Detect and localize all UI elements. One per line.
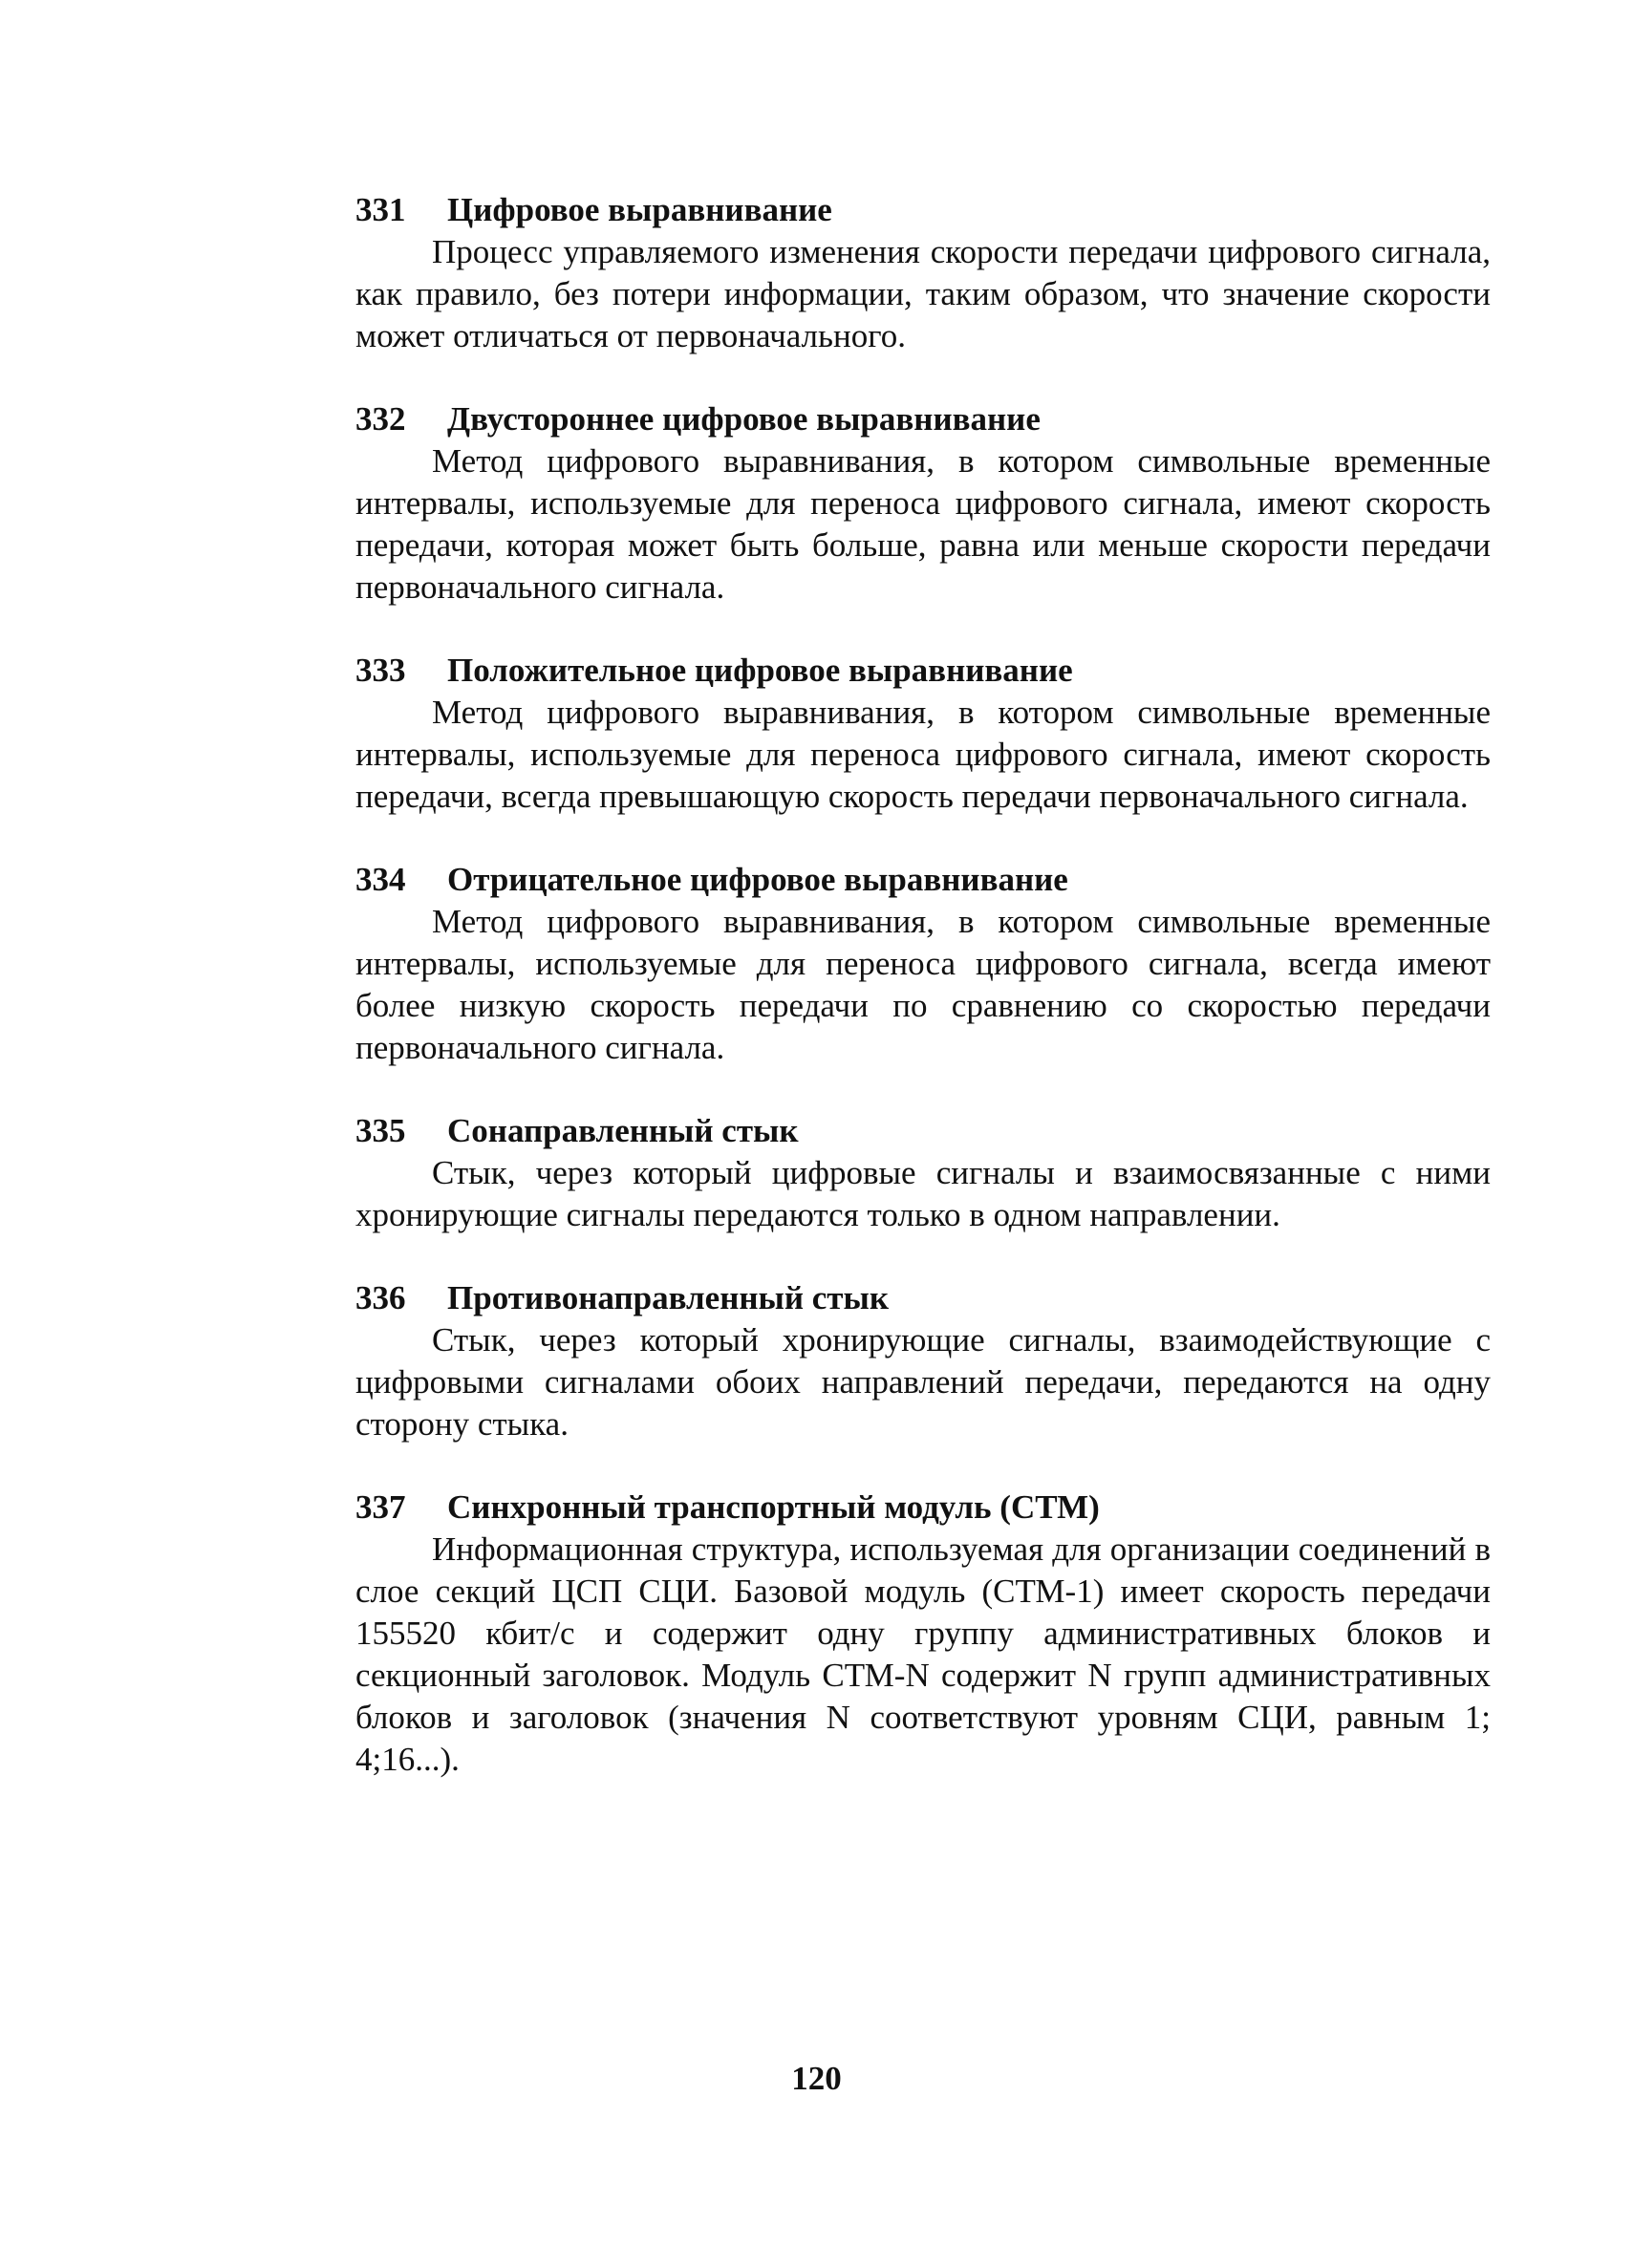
entry-title: Сонаправленный стык bbox=[447, 1112, 799, 1149]
glossary-entry-333 bbox=[355, 650, 1491, 818]
glossary-entry-334 bbox=[355, 859, 1491, 1069]
entry-definition: Информационная структура, используемая для организации соединений в слое секций ЦСП СЦИ. Базовой модуль (СТМ-1) имеет скорость передачи 155520 кбит/с и содержит одну группу административных блоков и секционный заголовок. Модуль СТМ-N содержит N групп административных блоков и заголовок (значения N соответствуют уровням СЦИ, равным 1; 4;16...). bbox=[355, 1530, 1491, 1778]
entry-title: Противонаправленный стык bbox=[447, 1279, 889, 1316]
glossary-entry-335 bbox=[355, 1110, 1491, 1236]
glossary-content bbox=[355, 189, 1491, 1822]
glossary-entry-336 bbox=[355, 1277, 1491, 1445]
entry-number: 333 bbox=[355, 652, 406, 689]
entry-number: 332 bbox=[355, 400, 406, 438]
entry-title: Синхронный транспортный модуль (СТМ) bbox=[447, 1488, 1100, 1526]
entry-definition: Процесс управляемого изменения скорости передачи цифрового сигнала, как правило, без потери информации, таким образом, что значение скорости может отличаться от первоначального. bbox=[355, 233, 1491, 354]
entry-header bbox=[355, 859, 1491, 901]
entry-number: 335 bbox=[355, 1112, 406, 1149]
glossary-entry-331 bbox=[355, 189, 1491, 357]
entry-header bbox=[355, 1110, 1491, 1152]
entry-definition: Метод цифрового выравнивания, в котором символьные временные интервалы, используемые для переноса цифрового сигнала, имеют скорость передачи, всегда превышающую скорость передачи первоначального сигнала. bbox=[355, 694, 1491, 815]
entry-header bbox=[355, 189, 1491, 231]
entry-title: Двустороннее цифровое выравнивание bbox=[447, 400, 1041, 438]
entry-number: 337 bbox=[355, 1488, 406, 1526]
entry-title: Положительное цифровое выравнивание bbox=[447, 652, 1073, 689]
entry-definition: Стык, через который цифровые сигналы и взаимосвязанные с ними хронирующие сигналы передаются только в одном направлении. bbox=[355, 1154, 1491, 1233]
entry-title: Отрицательное цифровое выравнивание bbox=[447, 861, 1068, 898]
entry-header bbox=[355, 1487, 1491, 1529]
entry-definition: Метод цифрового выравнивания, в котором символьные временные интервалы, используемые для переноса цифрового сигнала, всегда имеют более низкую скорость передачи по сравнению со скоростью передачи первоначального сигнала. bbox=[355, 903, 1491, 1066]
entry-header bbox=[355, 1277, 1491, 1319]
entry-number: 336 bbox=[355, 1279, 406, 1316]
entry-number: 334 bbox=[355, 861, 406, 898]
entry-header bbox=[355, 650, 1491, 692]
entry-definition: Стык, через который хронирующие сигналы, взаимодействующие с цифровыми сигналами обоих направлений передачи, передаются на одну сторону стыка. bbox=[355, 1321, 1491, 1443]
page-number: 120 bbox=[791, 2060, 842, 2097]
entry-number: 331 bbox=[355, 191, 406, 228]
entry-header bbox=[355, 398, 1491, 440]
entry-definition: Метод цифрового выравнивания, в котором символьные временные интервалы, используемые для переноса цифрового сигнала, имеют скорость передачи, которая может быть больше, равна или меньше скорости передачи первоначального сигнала. bbox=[355, 442, 1491, 606]
glossary-entry-337 bbox=[355, 1487, 1491, 1781]
glossary-entry-332 bbox=[355, 398, 1491, 609]
entry-title: Цифровое выравнивание bbox=[447, 191, 832, 228]
